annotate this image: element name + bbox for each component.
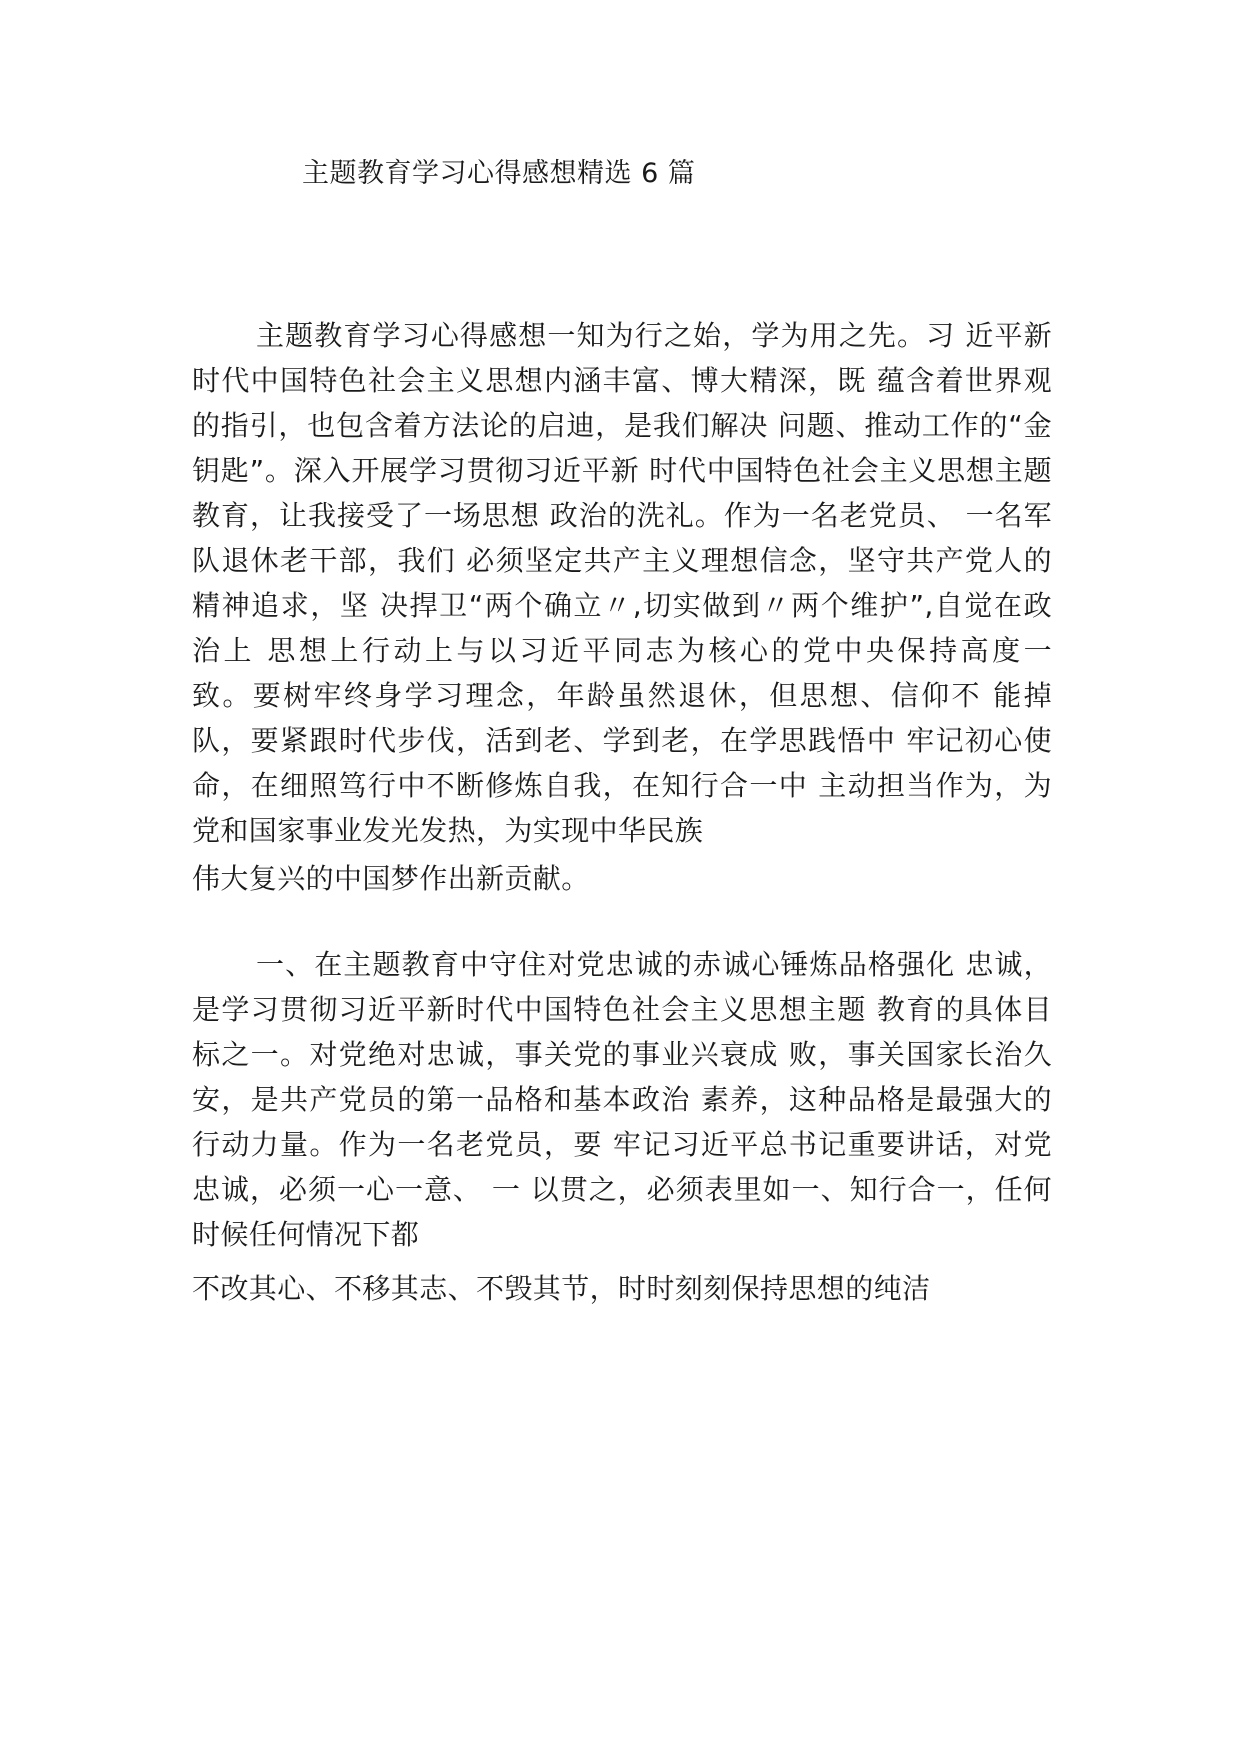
text-line: 队退休老干部，我们 必须坚定共产主义理想信念，坚守共产党人的 bbox=[192, 544, 1052, 577]
paragraph-section-one bbox=[192, 942, 1052, 1257]
text-line: 忠诚，必须一心一意、 一 以贯之，必须表里如一、知行合一，任何 bbox=[192, 1173, 1052, 1206]
text-line: 命，在细照笃行中不断修炼自我，在知行合一中 主动担当作为，为 bbox=[192, 769, 1052, 802]
text-line: 党和国家事业发光发热，为实现中华民族 bbox=[192, 814, 704, 847]
text-line: 安，是共产党员的第一品格和基本政治 素养，这种品格是最强大的 bbox=[192, 1083, 1052, 1116]
text-line: 一、在主题教育中守住对党忠诚的赤诚心锤炼品格强化 忠诚， bbox=[256, 948, 1052, 981]
text-line: 时候任何情况下都 bbox=[192, 1218, 420, 1251]
text-line: 主题教育学习心得感想一知为行之始，学为用之先。习 近平新 bbox=[256, 319, 1052, 352]
document-title: 主题教育学习心得感想精选 6 篇 bbox=[302, 158, 696, 189]
text-line: 队，要紧跟时代步伐，活到老、学到老，在学思践悟中 牢记初心使 bbox=[192, 724, 1052, 757]
paragraph-section-one-continuation bbox=[192, 1266, 1052, 1311]
text-line: 钥匙”。深入开展学习贯彻习近平新 时代中国特色社会主义思想主题 bbox=[192, 454, 1052, 487]
text-line: 是学习贯彻习近平新时代中国特色社会主义思想主题 教育的具体目 bbox=[192, 993, 1052, 1026]
paragraph-intro-continuation bbox=[192, 856, 1052, 901]
text-line: 精神追求，坚 决捍卫“两个确立〃,切实做到〃两个维护”,自觉在政 bbox=[192, 589, 1052, 622]
text-line: 致。要树牢终身学习理念，年龄虽然退休，但思想、信仰不 能掉 bbox=[192, 679, 1052, 712]
text-line: 治上 思想上行动上与以习近平同志为核心的党中央保持高度一 bbox=[192, 634, 1052, 667]
text-line: 的指引，也包含着方法论的启迪，是我们解决 问题、推动工作的“金 bbox=[192, 409, 1052, 442]
text-line: 教育，让我接受了一场思想 政治的洗礼。作为一名老党员、 一名军 bbox=[192, 499, 1052, 532]
text-line: 时代中国特色社会主义思想内涵丰富、博大精深，既 蕴含着世界观 bbox=[192, 364, 1052, 397]
text-line: 不改其心、不移其志、不毁其节，时时刻刻保持思想的纯洁 bbox=[192, 1272, 931, 1305]
text-line: 标之一。对党绝对忠诚，事关党的事业兴衰成 败，事关国家长治久 bbox=[192, 1038, 1052, 1071]
text-line: 伟大复兴的中国梦作出新贡献。 bbox=[192, 862, 590, 895]
paragraph-intro bbox=[192, 313, 1052, 853]
text-line: 行动力量。作为一名老党员，要 牢记习近平总书记重要讲话，对党 bbox=[192, 1128, 1052, 1161]
